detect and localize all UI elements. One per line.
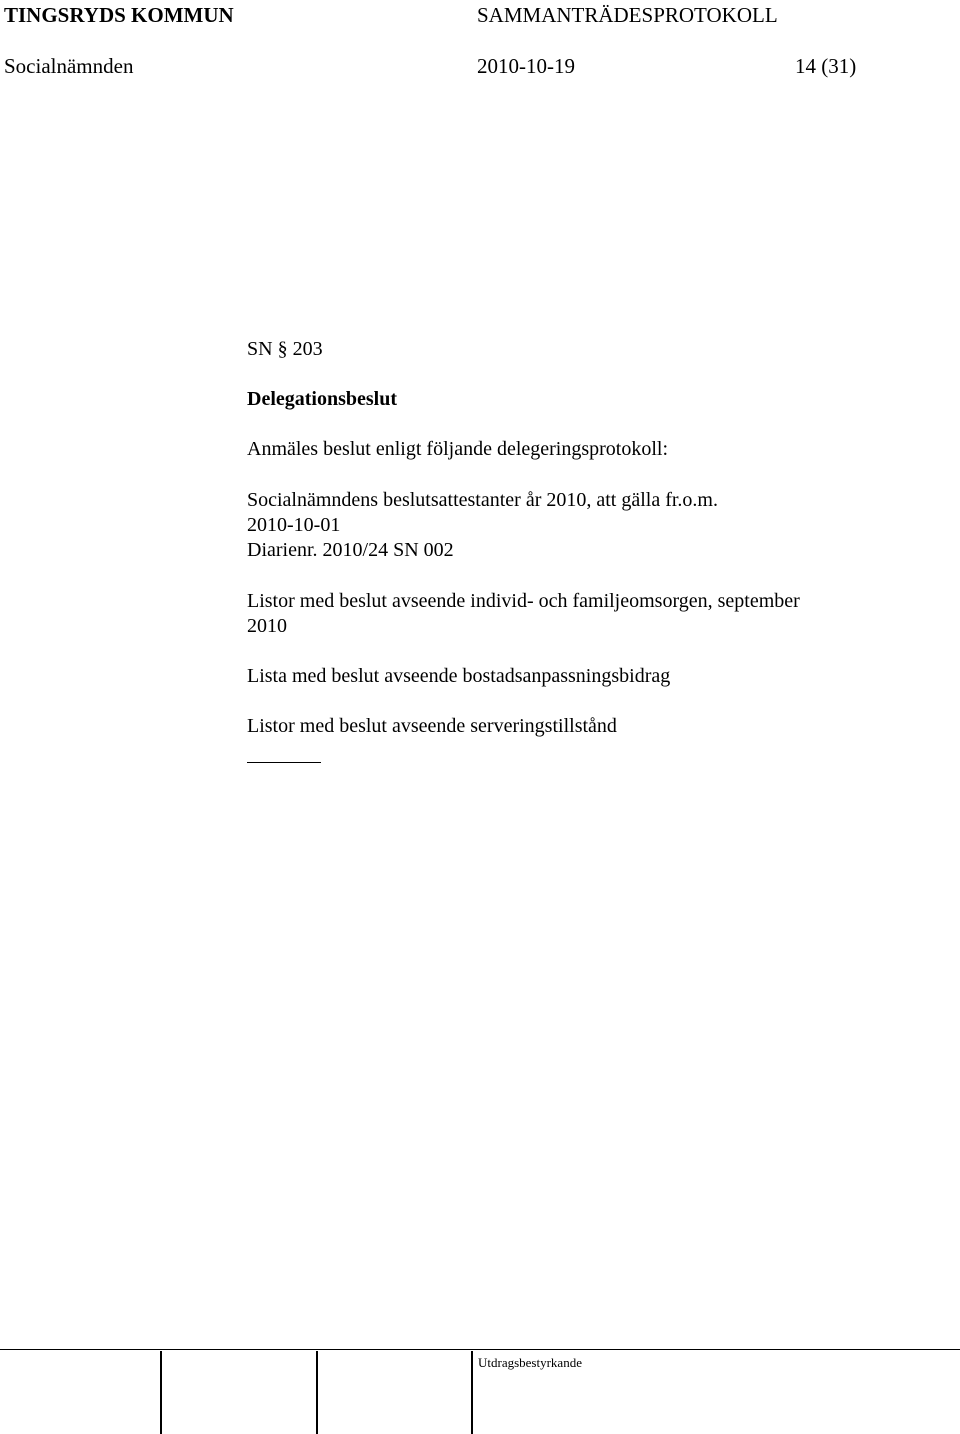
committee-name: Socialnämnden: [4, 54, 134, 78]
footer-utdragsbestyrkande: Utdragsbestyrkande: [478, 1355, 582, 1370]
municipality-name: TINGSRYDS KOMMUN: [4, 3, 234, 27]
item-attestanter-diarienr: Diarienr. 2010/24 SN 002: [247, 539, 454, 561]
footer-top-line: [0, 1349, 960, 1350]
document-type: SAMMANTRÄDESPROTOKOLL: [477, 3, 778, 27]
item-attestanter-line1: Socialnämndens beslutsattestanter år 2010, att gälla fr.o.m.: [247, 489, 718, 511]
item-ifo-line1: Listor med beslut avseende individ- och familjeomsorgen, september: [247, 590, 800, 612]
item-attestanter-line2: 2010-10-01: [247, 514, 341, 536]
footer-divider-1: [160, 1351, 162, 1434]
item-serveringstillstand: Listor med beslut avseende serveringstillstånd: [247, 715, 617, 737]
page-number: 14 (31): [795, 54, 857, 78]
end-rule: [247, 762, 321, 763]
footer-divider-3: [471, 1351, 473, 1434]
section-intro: Anmäles beslut enligt följande delegeringsprotokoll:: [247, 438, 669, 460]
meeting-date: 2010-10-19: [477, 54, 575, 78]
item-ifo-line2: 2010: [247, 615, 287, 637]
section-title: Delegationsbeslut: [247, 388, 397, 410]
footer-divider-2: [316, 1351, 318, 1434]
item-bostadsanpassning: Lista med beslut avseende bostadsanpassningsbidrag: [247, 665, 671, 687]
section-number: SN § 203: [247, 338, 323, 360]
